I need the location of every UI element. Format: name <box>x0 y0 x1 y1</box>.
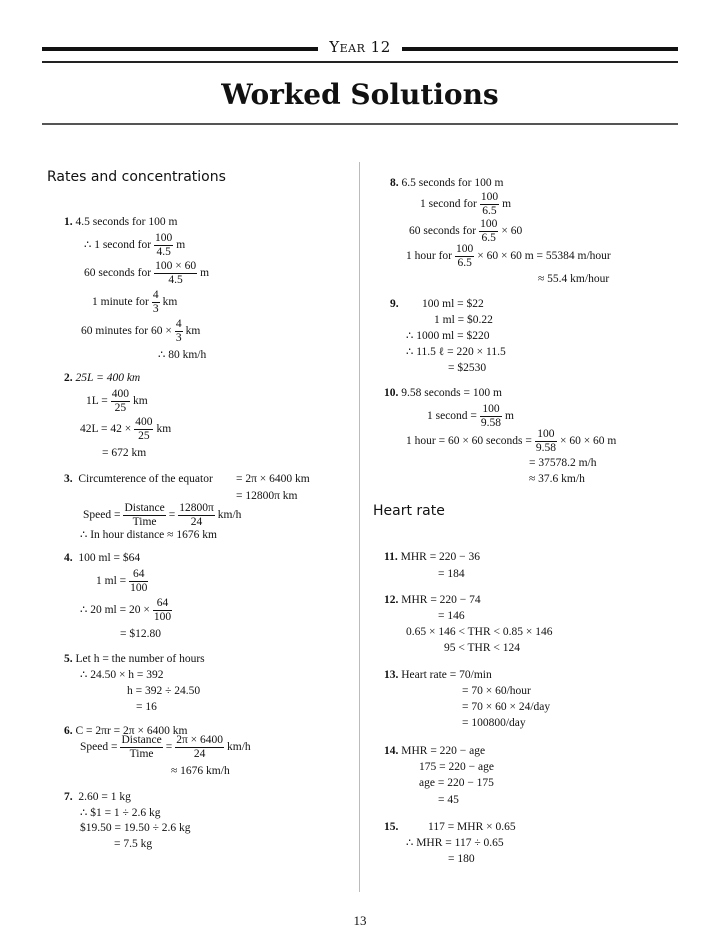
question-number: 3. <box>64 473 73 485</box>
page-number: 13 <box>353 913 367 928</box>
solution-line: age = 220 − 175 <box>419 777 494 789</box>
denominator: 4.5 <box>168 274 183 286</box>
equals: = <box>168 509 176 522</box>
numerator: 64 <box>153 597 172 611</box>
solution-line: h = 392 ÷ 24.50 <box>127 685 201 697</box>
numerator: 64 <box>129 568 148 582</box>
numerator: 2π × 6400 <box>176 734 223 746</box>
denominator: 100 <box>130 582 148 594</box>
column-divider <box>359 162 360 892</box>
solution-line: = 12800π km <box>236 490 298 502</box>
denominator: 100 <box>153 611 172 623</box>
solution-line: = 70 × 60 × 24/day <box>462 701 551 713</box>
solution-line: ∴ 80 km/h <box>158 349 207 361</box>
solution-line: = 672 km <box>102 447 147 459</box>
solution-line: = $2530 <box>448 362 487 374</box>
solution-line: 42L = 42 × <box>80 423 132 436</box>
solution-line: = 37578.2 m/h <box>529 457 597 469</box>
question-number: 5. <box>64 653 73 665</box>
solution-line: 1 minute for <box>92 296 149 309</box>
section-title-heart-rate: Heart rate <box>373 503 445 519</box>
solution-line: = 100800/day <box>462 717 526 729</box>
numerator: 400 <box>111 388 129 400</box>
solution-line: 175 = 220 − age <box>419 761 494 773</box>
denominator: 6.5 <box>457 257 472 269</box>
numerator: 100 <box>155 232 173 244</box>
numerator: 100 <box>480 218 498 230</box>
fraction <box>129 568 148 595</box>
fraction <box>123 502 165 529</box>
denominator: 6.5 <box>482 205 497 217</box>
numerator: 100 <box>535 428 557 442</box>
solution-line: ≈ 1676 km <box>167 529 217 541</box>
solution-line: ≈ 1676 km/h <box>171 765 230 777</box>
unit: m <box>200 267 210 280</box>
numerator: Distance <box>121 734 162 746</box>
solution-line: 0.65 × 146 < THR < 0.85 × 146 <box>406 626 553 638</box>
solution-line: = 180 <box>448 853 475 865</box>
question-number: 4. <box>64 552 73 564</box>
solution-line: MHR = 220 − 36 <box>400 551 481 563</box>
solution-line: Speed = <box>80 741 118 754</box>
numerator: Distance <box>124 502 165 514</box>
question-number: 11. <box>384 551 398 563</box>
solution-line: $19.50 = 19.50 ÷ 2.6 kg <box>80 822 191 834</box>
unit: km <box>132 395 148 408</box>
question-number: 10. <box>384 387 399 399</box>
section-title-rates: Rates and concentrations <box>47 169 226 185</box>
solution-line: = 184 <box>438 568 465 580</box>
question-number: 8. <box>390 177 399 189</box>
solution-line: Circumterence of the equator <box>78 473 213 485</box>
fraction <box>154 232 173 259</box>
unit: km/h <box>217 509 242 522</box>
solution-line: 117 = MHR × 0.65 <box>428 821 516 833</box>
solution-line: MHR = 220 − age <box>401 745 486 757</box>
solution-line: Let h = the number of hours <box>75 653 205 665</box>
solution-line: 1L = <box>86 395 108 408</box>
header-label-text: Year 12 <box>329 38 391 56</box>
unit: × 60 × 60 m = 55384 m/hour <box>477 250 611 263</box>
fraction <box>175 734 224 761</box>
header-rule-under <box>42 61 678 63</box>
solution-line: ∴ In hour distance <box>80 529 165 541</box>
numerator: 100 <box>456 243 474 255</box>
fraction <box>134 416 153 443</box>
fraction <box>154 260 197 287</box>
solution-line: 100 ml = $22 <box>422 298 484 310</box>
fraction <box>175 318 183 345</box>
question-number: 15. <box>384 821 399 833</box>
solution-line: ≈ 37.6 km/h <box>529 473 585 485</box>
unit: km <box>162 296 178 309</box>
solution-line: 6.5 seconds for 100 m <box>401 177 504 189</box>
numerator: 400 <box>135 416 153 428</box>
denominator: 24 <box>190 516 203 528</box>
question-number: 14. <box>384 745 399 757</box>
unit: × 60 <box>501 225 523 238</box>
solution-line: ∴ MHR = 117 ÷ 0.65 <box>406 837 504 849</box>
solution-line: 100 ml = $64 <box>78 552 141 564</box>
solution-line: C = 2πr = 2π × 6400 km <box>75 725 188 737</box>
unit: km/h <box>227 741 251 754</box>
solution-line: 4.5 seconds for 100 m <box>75 216 178 228</box>
solution-line: 1 hour for <box>406 250 452 263</box>
numerator: 12800π <box>179 502 214 514</box>
fraction <box>480 403 502 430</box>
solution-line: ∴ 24.50 × h = 392 <box>80 669 164 681</box>
denominator: 25 <box>138 430 150 442</box>
solution-line: 95 < THR < 124 <box>444 642 521 654</box>
denominator: 9.58 <box>535 442 556 454</box>
denominator: 6.5 <box>481 232 496 244</box>
numerator: 4 <box>175 318 182 330</box>
fraction <box>535 428 557 455</box>
denominator: 24 <box>193 748 206 760</box>
solution-line: MHR = 220 − 74 <box>401 594 481 606</box>
unit: m <box>505 410 514 423</box>
solution-line: = 7.5 kg <box>114 838 153 850</box>
denominator: 25 <box>114 402 127 414</box>
denominator: Time <box>129 748 154 760</box>
unit: m <box>176 239 186 252</box>
solution-line: 9.58 seconds = 100 m <box>401 387 502 399</box>
solution-line: = 146 <box>438 610 465 622</box>
numerator: 100 <box>480 191 499 203</box>
solution-line: = 70 × 60/hour <box>462 685 531 697</box>
unit: km <box>185 325 201 338</box>
solution-line: = 45 <box>438 794 459 806</box>
fraction <box>152 289 160 316</box>
question-number: 13. <box>384 669 399 681</box>
fraction <box>455 243 474 270</box>
denominator: Time <box>132 516 157 528</box>
fraction <box>479 218 498 245</box>
denominator: 3 <box>152 303 159 315</box>
solution-line: ∴ $1 = 1 ÷ 2.6 kg <box>80 807 161 819</box>
solution-line: 60 minutes for 60 × <box>81 325 172 338</box>
question-number: 9. <box>390 298 399 310</box>
solution-line: = 2π × 6400 km <box>236 473 310 485</box>
fraction <box>178 502 215 529</box>
fraction <box>153 597 172 624</box>
question-number: 7. <box>64 791 73 803</box>
solution-line: Speed = <box>83 509 121 522</box>
solution-line: 60 seconds for <box>409 225 477 238</box>
solution-line: ∴ 11.5 ℓ = 220 × 11.5 <box>406 346 506 358</box>
solution-line: 2.60 = 1 kg <box>78 791 131 803</box>
solution-line: ∴ 1000 ml = $220 <box>406 330 490 342</box>
numerator: 100 <box>480 403 502 417</box>
question-number: 6. <box>64 725 73 737</box>
solution-line: = 16 <box>136 701 157 713</box>
question-number: 12. <box>384 594 399 606</box>
solution-line: Heart rate = 70/min <box>401 669 492 681</box>
solution-line: = $12.80 <box>120 628 161 640</box>
solution-line: 1 ml = <box>96 575 127 588</box>
denominator: 4.5 <box>156 246 171 258</box>
question-number: 1. <box>64 216 73 228</box>
question-number: 2. <box>64 372 73 384</box>
unit: km <box>156 423 172 436</box>
page-title: Worked Solutions <box>221 78 499 111</box>
fraction <box>120 734 162 761</box>
title-rule <box>42 123 678 125</box>
numerator: 4 <box>152 289 159 301</box>
denominator: 9.58 <box>480 417 502 429</box>
numerator: 100 × 60 <box>155 260 197 272</box>
solution-line: 1 second = <box>427 410 477 423</box>
solution-line: ∴ 20 ml = 20 × <box>80 604 150 617</box>
solution-line: 1 hour = 60 × 60 seconds = <box>406 435 532 448</box>
solution-line: ≈ 55.4 km/hour <box>538 273 610 285</box>
fraction <box>480 191 499 218</box>
solution-line: ∴ 1 second for <box>84 239 152 252</box>
solution-line: 1 second for <box>420 198 477 211</box>
header-label <box>0 38 720 56</box>
unit: × 60 × 60 m <box>559 435 617 448</box>
equals: = <box>165 741 173 754</box>
unit: m <box>502 198 512 211</box>
solution-line: 25L = 400 km <box>75 372 141 384</box>
solution-line: 60 seconds for <box>84 267 152 280</box>
solution-line: 1 ml = $0.22 <box>434 314 493 326</box>
fraction <box>111 388 130 415</box>
denominator: 3 <box>175 332 182 344</box>
